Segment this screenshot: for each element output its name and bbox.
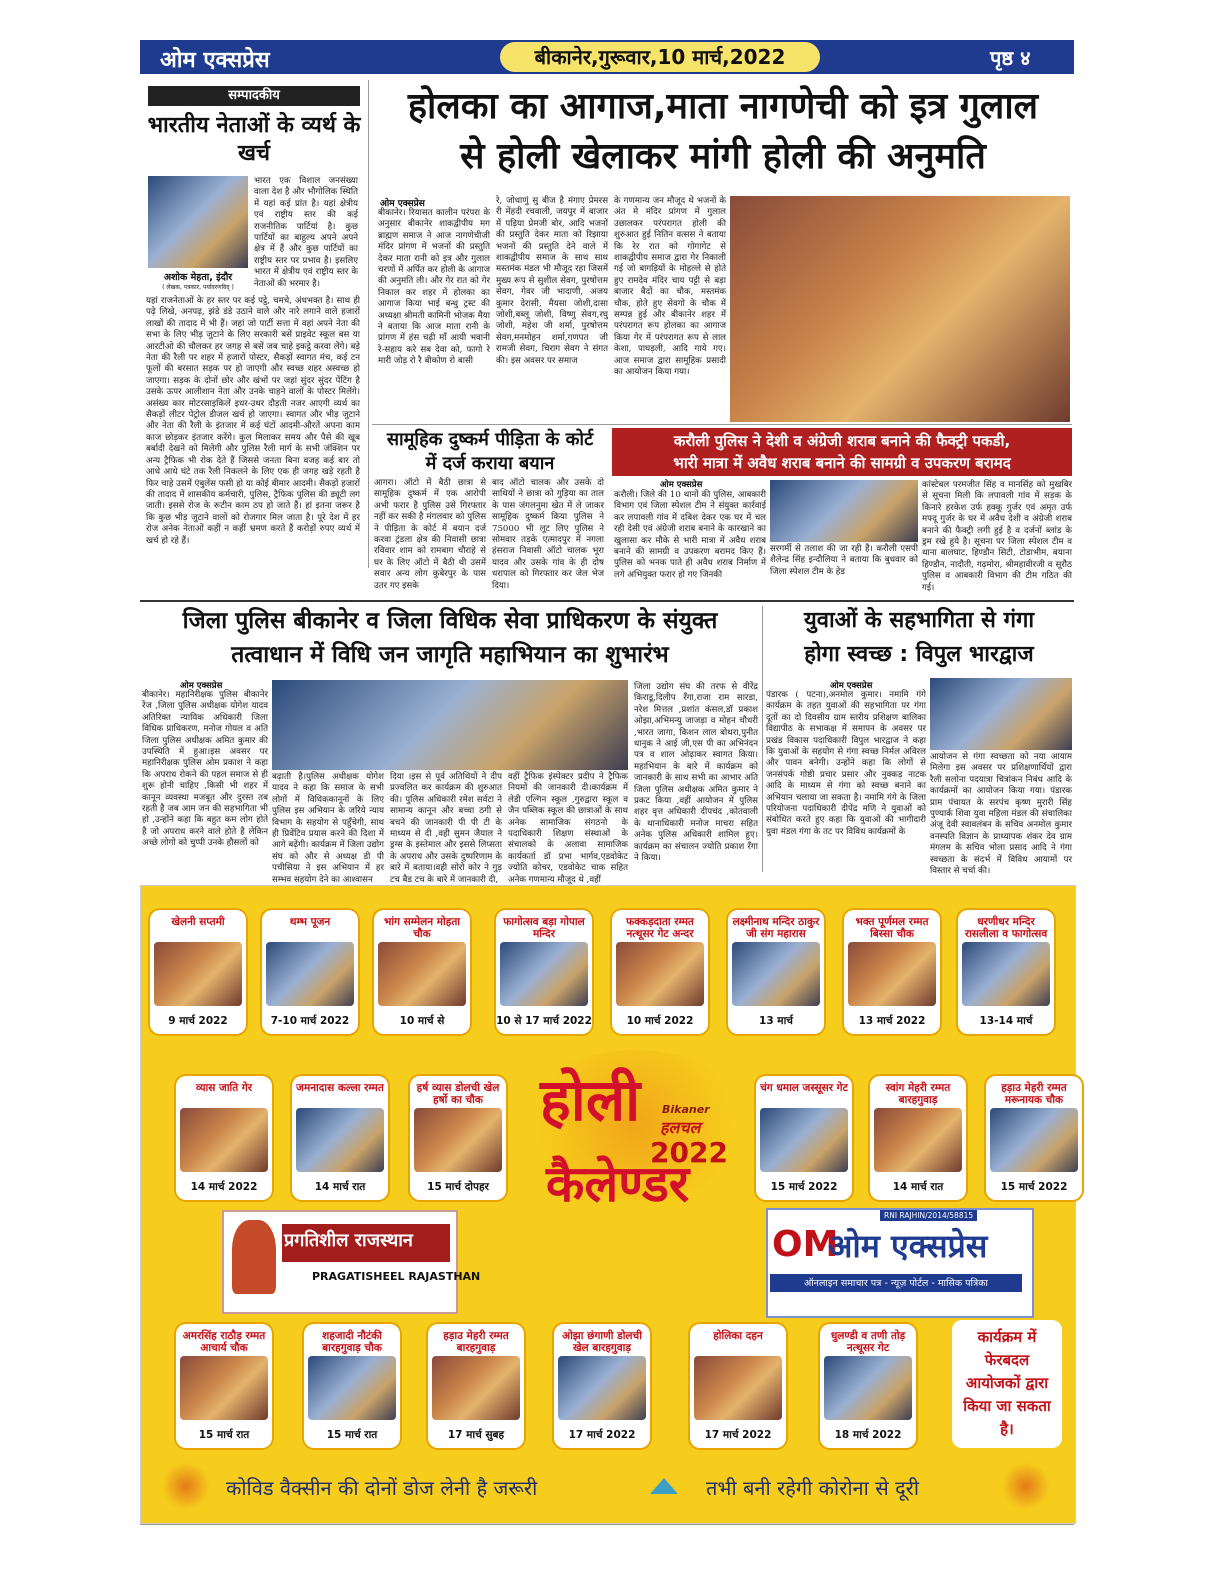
calendar-event-card	[554, 1324, 650, 1448]
ganga-col-1: पंडारक ( पटना),अनमोल कुमार। नमामि गंगे कार्यक्रम के तहत युवाओं की सहभागिता पर गंगा दूतों का दो दिवसीय ग्राम स्तरीय प्रशिक्षण बालिका विद्यापीठ के सभाकक्ष में समापन के अवसर पर प्रखंड विकास पदाधिकारी विपुल भारद्वाज ने कहा कि युवाओं के सहयोग से गंगा स्वच्छ निर्मल अविरल और पावन बनेगी। उन्होंने कहा कि लोगों से जनसंपर्क गोष्ठी प्रचार प्रसार और नुक्कड़ नाटक आदि के माध्यम से गंगा को स्वच्छ बनाने का अभियान चलाया जा सकता है। नमामि गंगे के जिला परियोजना पदाधिकारी दीपेंद्र मणि ने युवाओं को संबोधित करते हुए कहा कि युवाओं की भागीदारी युवा मंडल गंगा के तट पर विविध कार्यक्रमों के	[766, 690, 926, 837]
calendar-event-card	[150, 910, 246, 1034]
calendar-event-title: हड़ाउ मेहरी रम्मत मरूनायक चौक	[1001, 1082, 1067, 1106]
legal-headline-1: जिला पुलिस बीकानेर व जिला विधिक सेवा प्राधिकरण के संयुक्त	[182, 608, 718, 634]
calendar-event-card	[728, 910, 824, 1034]
calendar-event-date: 13-14 मार्च	[979, 1015, 1033, 1027]
calendar-event-title: ओझा छंगाणी डोलची खेल बारहगुवाड़	[562, 1330, 642, 1354]
holi-title-2: कैलेण्डर	[546, 1154, 690, 1213]
calendar-event-date: 17 मार्च सुबह	[447, 1429, 505, 1441]
karauli-col-3: कांस्टेबल परमजीत सिंह व मानसिंह को मुखबिर से सूचना मिली कि लपावली गांव में सड़क के किनारे हरकेश उर्फ हक्कू गुर्जर एवं अमृत उर्फ मफ्दू गुर्जर के घर में अवैध देशी व अंग्रेजी शराब बनाने की फैक्ट्री लगी हुई है व दर्जनों ब्लांड के ड्रम रखे हुये है। सूचना पर जिला स्पेशल टीम व थाना बालघाट, हिण्डौन सिटी, टोडाभीम, बयाना हिण्डौन, नादौती, गढ़मोरा, श्रीमहावीरजी व सूरौठ पुलिस व आबकारी विभाग की टीम गठित की गई।	[922, 480, 1072, 593]
calendar-event-title: व्यास जाति गेर	[195, 1082, 253, 1094]
karauli-headline-2: भारी मात्रा में अवैध शराब बनाने की सामग्री व उपकरण बरामद	[673, 454, 1011, 472]
calendar-event-photo	[848, 942, 936, 1006]
ganga-headline-2: होगा स्वच्छ : विपुल भारद्वाज	[804, 642, 1034, 667]
calendar-event-card	[870, 1076, 966, 1200]
om-logo: OM	[772, 1224, 839, 1265]
mandala-icon	[1002, 1462, 1050, 1510]
karauli-col-1: करौली। जिले की 10 थानों की पुलिस, आबकारी विभाग एवं जिला स्पेशल टीम ने संयुक्त कार्रवाई कर लपावली गांव में दबिश देकर एक घर में चल रही देसी एवं अंग्रेजी शराब बनाने के कारखाने का खुलासा कर मौके से भारी मात्रा में अवैध शराब बनाने की सामग्री व उपकरण बरामद किए हैं। पुलिस को भनक पाते ही अवैध शराब निर्माण में लगे अभियुक्त फरार हो गए जिनकी	[614, 490, 766, 580]
calendar-event-photo	[296, 1108, 384, 1172]
karauli-photo	[770, 480, 918, 542]
legal-col-5: जिला उद्योग संघ की तरफ से वीरेंद्र किराडू,दिलीप रँगा,राजा राम सारडा, नरेश मित्तल ,प्रशांत कंसल,डॉ प्रकाश ओझा,अभिमन्यु जाजड़ा व मोहन चौधरी ,भारत जागा, किशन लाल बोथरा,पुनीत धानुक ने आई जी,एस पी का अभिनंदन पत्र व शाल ओढ़ाकर स्वागत किया।महाभियान के बारे में कार्यक्रम को जानकारी के साथ सभी का आभार अति जिला पुलिस अधीक्षक अमित कुमार ने प्रकट किया ,वहीं आयोजन में पुलिस शहर वृत्त अधिकारी दीपचंद ,कोतवाली के थानाधिकारी मनोज माचरा सहित अनेक पुलिस अधिकारी शामिल हुए।कार्यक्रम का संचालन ज्योति प्रकाश रँगा ने किया।	[634, 682, 758, 864]
calendar-event-title: हर्ष व्यास डोलची खेल हर्षो का चौक	[416, 1082, 500, 1106]
calendar-event-title: होलिका दहन	[713, 1330, 763, 1342]
calendar-event-title: लक्ष्मीनाथ मन्दिर ठाकुर जी संग महारास	[732, 916, 820, 940]
calendar-event-photo	[180, 1108, 268, 1172]
calendar-event-date: 14 मार्च रात	[892, 1181, 944, 1193]
calendar-event-photo	[180, 1356, 268, 1420]
calendar-event-title: स्वांग मेहरी रम्मत बारहगुवाड़	[885, 1082, 951, 1106]
calendar-event-photo	[308, 1356, 396, 1420]
notice-text: कार्यक्रम में फेरबदल आयोजकों द्वारा किया जा सकता है।	[963, 1328, 1051, 1438]
lead-col-3: के गणमान्य जन मौजूद थे भजनों के अंत मे मंदिर प्रांगण में गुलाल उछालकर परंपरागत होली की शुरुआत हुई नितिन वत्सस ने बताया कि रेर रात को गोगागेट से शाकद्वीपीय समाज द्वारा गेर निकाली गई जो बागड़ियों के मोहल्ले से होते हुए रामदेव मंदिर चाय पट्टी से बड़ा बाजार बैदों का चौक, मस्तमंक चौक, होते हुए सेवगो के चौक में सम्पन्न हुई और बीकानेर शहर में परंपरागत रूप होलका का आगाज किया गेर में परंपरागत रूप से लाल केशा, पाघड़ली, आदि गाये गए। आज समाज द्वारा सामूहिक प्रसादी का आयोजन किया गया।	[614, 196, 726, 378]
calendar-event-photo	[824, 1356, 912, 1420]
calendar-event-card	[410, 1076, 506, 1200]
calendar-event-photo	[732, 942, 820, 1006]
calendar-event-card	[428, 1324, 524, 1448]
calendar-event-date: 17 मार्च 2022	[704, 1429, 772, 1441]
legal-col-2: बढ़ाती है।पुलिस अधीक्षक योगेश यादव ने कहा कि समाज के सभी लोगों में विधिककानूनों के लिए पुलिस इस अभियान के जरिये न्याय विभाग के सहयोग से पहुँचेगी, साथ ही प्रिवेंटिव प्रयास करने की दिशा में आगे बढ़ेंगी। कार्यक्रम में जिला उद्योग संघ को और से अध्यक्ष डी पी पचीसिया ने इस अभियान में हर सम्भव सहयोग देने का आश्वासन	[272, 772, 384, 885]
calendar-event-date: 15 मार्च 2022	[1000, 1181, 1068, 1193]
calendar-event-date: 10 मार्च से	[399, 1015, 445, 1027]
author-photo	[148, 176, 248, 268]
calendar-event-photo	[500, 942, 588, 1006]
calendar-event-photo	[990, 1108, 1078, 1172]
pragatisheel-name: प्रगतिशील राजस्थान	[284, 1230, 413, 1251]
calendar-event-card	[612, 910, 708, 1034]
calendar-event-card	[262, 910, 358, 1034]
calendar-event-photo	[154, 942, 242, 1006]
karauli-col-2: सरगर्मी से तलाश की जा रही है। करौली एसपी शैलेन्द्र सिंह इन्दौलिया ने बताया कि बुधवार को जिला स्पेशल टीम के हेड	[770, 544, 918, 577]
calendar-event-photo	[874, 1108, 962, 1172]
calendar-event-date: 9 मार्च 2022	[168, 1015, 228, 1027]
page-number: पृष्ठ ४	[990, 46, 1031, 70]
om-name: ओम एक्सप्रेस	[828, 1227, 988, 1265]
calendar-event-photo	[414, 1108, 502, 1172]
crime-col-1: आगरा। ऑटो में बैठी छात्रा से सामूहिक दुष्कर्म में एक आरोपी अभी फरार है पुलिस उसे गिरफ्तार नहीं कर सकी है मंगलवार को पुलिस ने पीड़िता के कोर्ट में बयान दर्ज करवा ट्रंडला क्षेत्र की निवासी छात्रा रविवार शाम को रामबाग चौराहे से घर के लिए ऑटो में बैठी थी उसमें सवार अन्य लोग कुबेरपुर के पास उतर गए इसके	[374, 478, 486, 591]
ganga-col-2: आयोजन से गंगा स्वच्छता को नया आयाम मिलेगा इस अवसर पर प्रशिक्षणार्थियों द्वारा रैली सलोना पदयात्रा चित्रांकन निबंध आदि के कार्यक्रमों का आयोजन किया गया। पंडारक प्राम पंचायत के सरपंच कृष्ण मुरारी सिंह पुण्यार्क शिवा युवा महिला मंडल की संचालिका अंजू देवी स्वावलंबन के सचिव अनमोल कुमार वनस्पति विज्ञान के प्राध्यापक शंकर देव ग्राम मंगलम के सचिव भोला प्रसाद आदि ने गंगा स्वच्छता के संदर्भ में विविध आयामों पर विस्तार से चर्चा की।	[930, 752, 1072, 877]
calendar-event-photo	[558, 1356, 646, 1420]
footer-left: कोविड वैक्सीन की दोनों डोज लेनी है जरूरी	[226, 1476, 538, 1500]
holi-title-1: होली	[540, 1066, 641, 1134]
editorial-body: यहां राजनेताओं के हर स्तर पर कई पट्ठे, चमचे, अंधभक्त है। साथ ही पढ़े लिखे, अनपढ़, झंडे डंडे उठाने वाले और नारे लगाने वाले हजारों लाखों की तादाद में भी हैं। जहां जो पार्टी सत्ता में वहां अपने नेता की सभा के लिए भीड़ जुटाने के लिए सरकारी बसें प्राइवेट स्कूल बस या आरटीओ की चौलकर हर जगह से बसें जब चाहे इकट्ठे करवा लेंगे। बड़े नेता की रैली पर शहर में हजारों पोस्टर, सैकड़ों स्वागत मंच, कई टन फूलों की बरसात सड़क पर हो जाएगी और स्वच्छ शहर अस्वच्छ हो जाएगा। सड़क के दोनों छोर और खंभों पर जहां सुंदर सुंदर पेंटिंग है उसके ऊपर आलीशान नेता और उनके चाहने वालों के पोस्टर मिलेंगे। असंख्य कार मोटरसाइकिलें इधर-उधर दौड़ती नजर आएगी व्यर्थ का सैकड़ों लीटर पेट्रोल डीजल खर्च हो जाएगा। स्वागत और भीड़ जुटाने और नेता की रैली के इंतजार में कई घंटों आदमी-औरतें अपना काम काज छोड़कर इंतजार करेंगे। कुल मिलाकर समय और पैसे की खूब बर्बादी देखने को मिलेगी और पुलिस रैली मार्ग के सभी जंक्शिन पर अन्य ट्रैफिक भी रोक देते हैं जिससे जनता बिना वजह कई बार तो आधे आधे घंटे तक रैली निकलने के लिए एक ही जगह खड़े रहती है फिर चाहे उसमें एंबुलेंस फसी हो या कोई बीमार आदमी। सैकड़ों हजारों की तादाद में शासकीय कर्मचारी, पुलिस, ट्रैफिक पुलिस की ड्यूटी लग जाती। इससे रोज के रूटीन काम ठप हो जाते हैं। हां इतना जरूर है कि कुछ भीड़ जुटाने वालों को रोजगार मिल जाता है। पूरे देश में हर रोज अनेक नेताओं कहीं न कहीं भ्रमण करते हैं करोड़ों रुपए व्यर्थ में खर्च हो रहे हैं।	[146, 296, 360, 546]
legal-col-4: वहीं ट्रैफिक इंस्पेक्टर प्रदीप ने ट्रैफिक नियमों की जानकारी दी।कार्यक्रम में लेडी एल्गिन स्कूल ,गुरुद्वारा स्कूल व जैन पब्लिक स्कूल की छात्राओं के साथ अनेक सामाजिक संगठनो के पदाधिकारी शिक्षण संस्थाओं के संचालको के अलावा सामाजिक कार्यकर्ता डॉ प्रभा भार्गव,एडवोकेट ज्योति कोचर, एडवोकेट चाक सहित अनेक गणमान्य मौजूद थे ,वहीं	[508, 772, 628, 885]
calendar-event-card	[820, 1324, 916, 1448]
section-divider	[372, 424, 1072, 425]
editorial-section-label: सम्पादकीय	[148, 86, 360, 106]
calendar-event-date: 14 मार्च 2022	[190, 1181, 258, 1193]
pragatisheel-latin: PRAGATISHEEL RAJASTHAN	[312, 1270, 481, 1283]
calendar-event-date: 15 मार्च दोपहर	[427, 1181, 489, 1193]
calendar-event-card	[756, 1076, 852, 1200]
calendar-event-card	[176, 1076, 272, 1200]
calendar-event-card	[690, 1324, 786, 1448]
ganga-photo	[930, 678, 1072, 750]
editorial-title: भारतीय नेताओं के व्यर्थ के खर्च	[147, 113, 361, 166]
newspaper-name: ओम एक्सप्रेस	[160, 48, 270, 73]
editorial-intro: भारत एक विशाल जनसंख्या वाला देश है और भौगोलिक स्थिति में यहां कई प्रांत है। यहां क्षेत्रीय एवं राष्ट्रीय स्तर की कई राजनीतिक पार्टियां है। कुछ पार्टियों का बाहुल्य अपने अपने क्षेत्र में हैं और कुछ पार्टियों का राष्ट्रीय स्तर पर प्रभाव है। इसलिए भारत में क्षेत्रीय एवं राष्ट्रीय स्तर के नेताओं की भरमार है।	[254, 176, 358, 289]
calendar-event-date: 13 मार्च 2022	[858, 1015, 926, 1027]
footer-right: तभी बनी रहेगी कोरोना से दूरी	[706, 1476, 920, 1500]
om-rni: RNI RAJHIN/2014/58815	[880, 1210, 977, 1221]
calendar-event-title: थम्भ पूजन	[289, 916, 331, 928]
calendar-event-title: हड़ाउ मेहरी रम्मत बारहगुवाड़	[443, 1330, 509, 1354]
calendar-event-photo	[616, 942, 704, 1006]
lead-byline: ओम एक्सप्रेस	[380, 199, 425, 209]
calendar-event-card	[986, 1076, 1082, 1200]
calendar-event-photo	[266, 942, 354, 1006]
calendar-event-date: 15 मार्च रात	[326, 1429, 378, 1441]
lead-headline-2: से होली खेलाकर मांगी होली की अनुमति	[460, 136, 986, 177]
calendar-event-title: अमरसिंह राठौड़ रम्मत आचार्य चौक	[182, 1330, 266, 1354]
column-divider-2	[762, 606, 763, 872]
calendar-event-date: 7-10 मार्च 2022	[270, 1015, 350, 1027]
legal-photo	[272, 680, 628, 770]
calendar-event-card	[374, 910, 470, 1034]
calendar-event-card	[958, 910, 1054, 1034]
lead-col-1: बीकानेर। रियासत कालीन परंपरा के अनुसार बीकानेर शाकद्वीपीय मग ब्राह्मण समाज ने आज नागणेचीजी मंदिर प्रांगण में भजनों की प्रस्तुति देकर माता रानी को इत्र और गुलाल चरणों में अर्पित कर होली के आगाज की अनुमति ली। और गेर रात को गेर निकाल कर शहर में होलका का आगाज किया भाई बन्धु ट्रस्ट की अध्यक्षा श्रीमती कामिनी भोजक मैया ने बताया कि आज माता रानी के प्रांगण में हंस चढ़ी माँ आयी भवानी रे-सहाय करे सब देवा को, फागो रे मारी जोड़ रो रै बीकोण रो बासी	[378, 208, 490, 367]
crime-headline-1: सामूहिक दुष्कर्म पीड़िता के कोर्ट	[386, 429, 594, 450]
holi-year: 2022	[650, 1136, 728, 1169]
calendar-event-title: धुलण्डी व तणी तोड़ नत्थूसर गेट	[830, 1330, 906, 1354]
calendar-event-title: भांग सम्मेलन मोहता चौक	[383, 916, 461, 940]
calendar-event-date: 18 मार्च 2022	[834, 1429, 902, 1441]
author-name: अशोक मेहता, इंदौर	[163, 272, 233, 283]
calendar-event-date: 14 मार्च रात	[314, 1181, 366, 1193]
calendar-event-photo	[962, 942, 1050, 1006]
karauli-byline: ओम एक्सप्रेस	[660, 480, 703, 490]
calendar-event-date: 15 मार्च 2022	[770, 1181, 838, 1193]
issue-date: बीकानेर,गुरूवार,10 मार्च,2022	[500, 42, 820, 72]
calendar-event-card	[292, 1076, 388, 1200]
calendar-event-title: फागोत्सव बड़ा गोपाल मन्दिर	[503, 916, 585, 940]
calendar-event-title: खेलनी सप्तमी	[171, 916, 225, 928]
calendar-event-date: 10 मार्च 2022	[626, 1015, 694, 1027]
holi-brand: हलचल	[660, 1118, 701, 1137]
ganga-byline: ओम एक्सप्रेस	[830, 681, 873, 691]
mandala-icon	[162, 1462, 210, 1510]
legal-byline: ओम एक्सप्रेस	[180, 681, 223, 691]
color-pile-icon	[650, 1478, 678, 1494]
calendar-event-card	[844, 910, 940, 1034]
column-divider	[368, 80, 369, 568]
calendar-event-card	[304, 1324, 400, 1448]
calendar-event-card	[496, 910, 592, 1034]
lead-col-2: रे, जोधाणुं सु बीज है मंगाए प्रेमरस री मेंहदी रचवाली, जयपुर में बाजार में पड़िया प्रेमजी बोर, आदि भजनों की प्रस्तुति देकर माता को रिझाया भजनों की प्रस्तुति देने वाले में शाकद्वीपीय समाज के साथ साथ मस्तमंक मंडल भी मौजूद रहा जिसमें मुख्य रूप से सुशील सेवग, पुरषोत्तम सेवग, गेवर जी भादाणी, अजय कुमार देरासी, मैयसा जोशी,दासा जोशी,बब्लू जोशी, विष्णु सेवग,रघु जोशी, महेश जी शर्मा, पुरषोत्तम सेवग,मनमोहन शर्मा,गणपत जी रामजी सेवग, चिराग सेवग ने संगत की। इस अवसर पर समाज	[496, 196, 608, 366]
legal-col-1: बीकानेर। महानिरीक्षक पुलिस बीकानेर रेंज ,जिला पुलिस अधीक्षक योगेश यादव अतिरिक्त न्यायिक अधिकारी जिला विधिक प्राधिकरण, मनोज गोयल व अति जिला पुलिस अधीक्षक अमित कुमार की उपस्थिति में हुआ।इस अवसर पर महानिरीक्षक पुलिस ओम प्रकाश ने कहा कि अपराध रोकने की पहल समाज से ही शुरू होनी चाहिए ,किसी भी शहर में कानून व्यवस्था मजबूत और दुरस्त तब रहती है जब आम जन की सहभागिता भी हो ,उन्होंने कहा कि बहुत कम लोग होते है जो अपराध करने वाले होते है लेकिन अच्छे लोगो को चुप्पी उनके हौसलों को	[142, 690, 268, 849]
calendar-event-title: जमनादास कल्ला रम्मत	[296, 1082, 384, 1094]
calendar-event-date: 17 मार्च 2022	[568, 1429, 636, 1441]
ganga-headline-1: युवाओं के सहभागिता से गंगा	[803, 608, 1035, 633]
calendar-event-photo	[378, 942, 466, 1006]
calendar-event-photo	[760, 1108, 848, 1172]
legal-col-3: दिया ।इस से पूर्व अतिथियों ने दीप प्रज्वलित कर कार्यक्रम की शुरुआत की। पुलिस अधिकारी रमेश सर्वटा ने सामान्य कानून और बच्चा ठगी से बचने की जानकारी पी पी टी के माध्यम से दी ,वही सुमन जैयाल ने ड्रग्स के इस्तेमाल और इससे लिप्सता के अपराध और उसके दुष्परिणाम के बारे में बताया।वही सोरो कोर ने गुड़ टच बैड टच के बारे में जानकारी दी,	[390, 772, 502, 885]
author-role: ( लेखक, पत्रकार, पर्यावरणविद् )	[162, 284, 234, 291]
lead-headline-1: होलका का आगाज,माता नागणेची को इत्र गुलाल	[407, 86, 1039, 127]
section-divider-2	[140, 600, 1074, 602]
calendar-event-title: फक्कड़दाता रम्मत नत्थूसर गेट अन्दर	[626, 916, 694, 940]
lead-photo	[730, 196, 1070, 422]
calendar-event-title: शहजादी नौटंकी बारहगुवाड़ चौक	[322, 1330, 382, 1354]
calendar-event-photo	[694, 1356, 782, 1420]
calendar-event-date: 10 से 17 मार्च 2022	[496, 1015, 592, 1027]
holi-brand-small: Bikaner	[662, 1103, 710, 1116]
rajasthan-map-icon	[232, 1220, 276, 1294]
calendar-event-date: 15 मार्च रात	[198, 1429, 250, 1441]
page-bottom-rule	[140, 1524, 1074, 1525]
calendar-event-card	[176, 1324, 272, 1448]
karauli-headline-1: करौली पुलिस ने देशी व अंग्रेजी शराब बनाने की फैक्ट्री पकडी,	[673, 432, 1011, 450]
crime-col-2: बाद ऑटो चालक और उसके दो साथियों ने छात्रा को गुड़िया का ताल के पास जंगलनुमा खेत में ले जाकर सामूहिक दुष्कर्म किया पुलिस ने 75000 भी लूट लिए पुलिस ने सोमवार तड़के एत्मादपुर में नगला हंसराज निवासी ऑटो चालक भूरा यादव और उसके गांव के ही दोष धरापाल को गिरफ्तार कर जेल भेज दिया।	[492, 478, 604, 591]
crime-headline-2: में दर्ज कराया बयान	[425, 453, 555, 474]
calendar-event-photo	[432, 1356, 520, 1420]
calendar-event-title: चंग धमाल जस्सूसर गेट	[760, 1082, 848, 1094]
calendar-event-date: 13 मार्च	[759, 1015, 793, 1027]
legal-headline-2: तत्वाधान में विधि जन जागृति महाभियान का शुभारंभ	[231, 642, 669, 668]
om-tagline: ऑनलाइन समाचार पत्र - न्यूज़ पोर्टल - मासिक पत्रिका	[803, 1278, 989, 1289]
calendar-event-title: धरणीधर मन्दिर रासलीला व फागोत्सव	[964, 916, 1048, 940]
calendar-event-title: भक्त पूर्णमल रम्मत बिस्सा चौक	[855, 916, 929, 940]
